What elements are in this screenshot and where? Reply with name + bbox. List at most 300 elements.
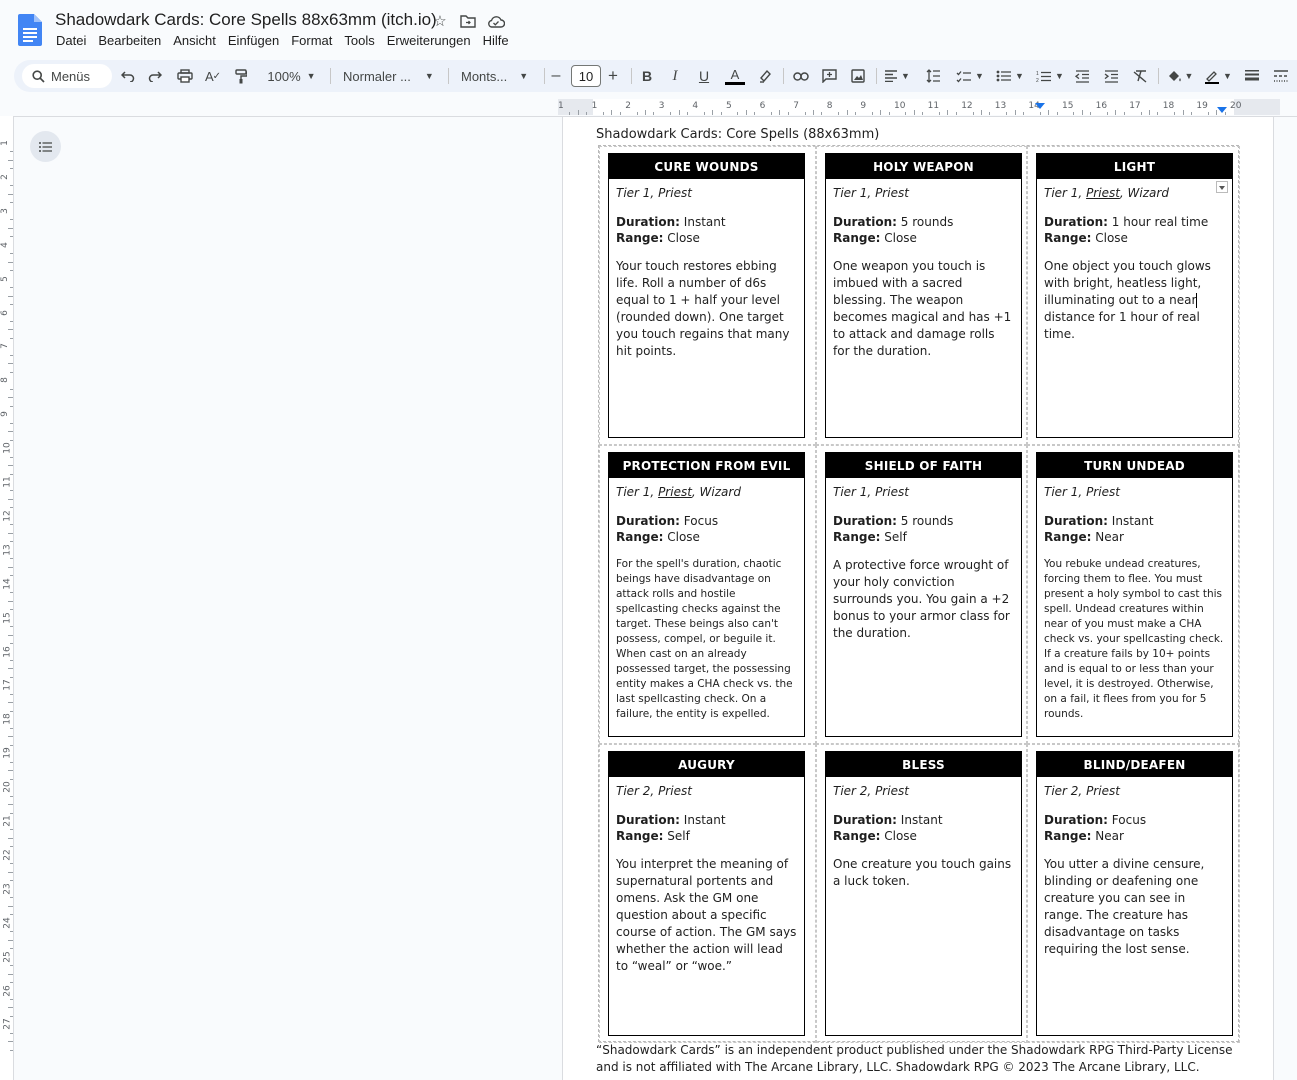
- ruler-tick: [10, 626, 13, 627]
- card-stats: [833, 812, 1014, 844]
- card-class: Priest: [658, 485, 692, 499]
- svg-text:2: 2: [1036, 77, 1039, 83]
- highlight-icon[interactable]: [755, 60, 775, 92]
- menu-datei[interactable]: Datei: [56, 33, 87, 48]
- page-heading[interactable]: Shadowdark Cards: Core Spells (88x63mm): [596, 127, 880, 142]
- ruler-number: 4: [0, 241, 10, 248]
- ruler-number: 15: [2, 611, 13, 624]
- card-range: Close: [1095, 231, 1128, 245]
- chevron-down-icon: ▼: [519, 71, 529, 81]
- card-class: Priest: [875, 485, 909, 499]
- range-label: Range:: [833, 829, 881, 843]
- card-duration: 1 hour real time: [1111, 215, 1209, 229]
- docs-logo-icon[interactable]: [18, 14, 42, 46]
- ruler-tick: [578, 110, 579, 115]
- chevron-down-icon: ▼: [424, 71, 434, 81]
- card-stats: [1044, 214, 1225, 246]
- card-description: A protective force wrought of your holy conviction surrounds you. You gain a +2 bonus to your armor class for the duration.: [833, 558, 1010, 640]
- table-cell[interactable]: [599, 146, 816, 445]
- card-stats: [616, 214, 797, 246]
- card-range: Self: [667, 829, 690, 843]
- card-tier-prefix: Tier 1,: [833, 186, 876, 200]
- table-cell[interactable]: [1027, 744, 1240, 1043]
- ruler-tick: [8, 329, 13, 330]
- ruler-tick: [8, 431, 13, 432]
- menu-ansicht[interactable]: Ansicht: [173, 33, 216, 48]
- ruler-number: 1: [0, 140, 10, 146]
- card-stats: [1044, 812, 1225, 844]
- ruler-number: 12: [961, 101, 973, 111]
- ruler-number: 13: [994, 101, 1007, 111]
- card-description: For the spell's duration, chaotic beings have disadvantage on attack rolls and hostile spellcasting checks against the target. These beings also can't possess, compel, or beguile it. When cast on an already possessed target, the possessing entity makes a CHA check vs. the last spellcasting check. On a failure, the entity is expelled.: [616, 558, 793, 720]
- card-stats: [616, 513, 797, 545]
- spell-card[interactable]: [825, 751, 1022, 1036]
- chevron-down-icon: ▼: [1223, 71, 1232, 81]
- checklist-icon[interactable]: [954, 60, 986, 92]
- ruler-tick: [712, 110, 713, 115]
- ruler-number: 1: [591, 101, 598, 111]
- table-cell[interactable]: [816, 146, 1027, 445]
- ruler-tick: [8, 838, 13, 839]
- search-menus-label: Menüs: [51, 68, 91, 84]
- ruler-tick: [611, 110, 612, 115]
- link-icon[interactable]: [790, 60, 812, 92]
- ruler-tick: [10, 1016, 13, 1017]
- ruler-tick: [10, 1050, 13, 1051]
- ruler-tick: [8, 736, 13, 737]
- ruler-tick: [1124, 112, 1125, 115]
- chevron-down-icon: ▼: [1055, 71, 1064, 81]
- ruler-tick: [1082, 110, 1083, 115]
- ruler-tick: [8, 363, 13, 364]
- card-duration: 5 rounds: [900, 215, 954, 229]
- ruler-tick: [813, 110, 814, 115]
- increase-font-size-button[interactable]: +: [608, 66, 618, 85]
- ruler-tick: [10, 592, 13, 593]
- border-dash-icon[interactable]: [1270, 60, 1292, 92]
- ruler-tick: [8, 228, 13, 229]
- ruler-tick: [10, 863, 13, 864]
- ruler-tick: [8, 974, 13, 975]
- card-duration: Focus: [683, 514, 719, 528]
- card-tier: [1044, 185, 1225, 202]
- table-cell[interactable]: [1027, 445, 1240, 744]
- ruler-tick: [1208, 112, 1209, 115]
- cell-fill-icon[interactable]: [1164, 60, 1196, 92]
- bold-icon[interactable]: B: [641, 68, 653, 84]
- spell-card[interactable]: [608, 153, 805, 438]
- card-duration: 5 rounds: [900, 514, 954, 528]
- ruler-tick: [8, 635, 13, 636]
- ruler-tick: [872, 112, 873, 115]
- ruler-tick: [10, 965, 13, 966]
- ruler-number: 16: [2, 645, 13, 658]
- card-duration: Focus: [1111, 813, 1147, 827]
- search-menus-button[interactable]: [22, 64, 112, 88]
- ruler-number: 20: [1230, 101, 1242, 111]
- ruler-tick: [8, 668, 13, 669]
- ruler-number: 11: [2, 476, 13, 488]
- card-class: Priest: [875, 186, 909, 200]
- ruler-tick: [569, 112, 570, 115]
- ruler-tick: [1040, 112, 1041, 115]
- card-description: One weapon you touch is imbued with a sacred blessing. The weapon becomes magical and has +1 to attack and damage rolls for the duration.: [833, 259, 1012, 358]
- ruler-tick: [721, 112, 722, 115]
- decrease-indent-icon[interactable]: [1072, 60, 1092, 92]
- font-family-select[interactable]: [458, 60, 536, 92]
- card-tier-prefix: Tier 1,: [1044, 485, 1087, 499]
- ruler-tick: [922, 112, 923, 115]
- ruler-tick: [679, 110, 680, 115]
- chevron-down-icon: ▼: [1184, 71, 1194, 81]
- spell-card[interactable]: [1036, 452, 1233, 737]
- chevron-down-icon: ▼: [901, 71, 910, 81]
- ruler-number: 22: [2, 849, 13, 861]
- card-class: Priest: [658, 186, 692, 200]
- ruler-number: 24: [2, 916, 13, 929]
- ruler-tick: [989, 112, 990, 115]
- ruler-tick: [1057, 112, 1058, 115]
- ruler-number: 16: [1095, 101, 1108, 111]
- menu-erweiterungen[interactable]: Erweiterungen: [386, 33, 471, 48]
- card-title: BLIND/DEAFEN: [1037, 752, 1232, 777]
- chevron-down-icon: ▼: [306, 71, 316, 81]
- card-description: You rebuke undead creatures, forcing them to flee. You must present a holy symbol to cast this spell. Undead creatures within near of you must make a CHA check vs. your spellcasting check. If a creature fails by 10+ points and is equal to or less than your level, it is destroyed. Otherwise, on a fail, it flees from you for 5 rounds.: [1044, 558, 1224, 720]
- cloud-saved-icon[interactable]: [486, 11, 506, 31]
- ruler-tick: [8, 465, 13, 466]
- duration-label: Duration:: [833, 813, 897, 827]
- ruler-number: 11: [927, 101, 940, 111]
- ruler-tick: [637, 112, 638, 115]
- increase-indent-icon[interactable]: [1101, 60, 1121, 92]
- ruler-number: 7: [793, 101, 799, 111]
- ruler-number: 6: [0, 309, 10, 316]
- border-width-icon[interactable]: [1242, 60, 1262, 92]
- spell-card[interactable]: [825, 153, 1022, 438]
- ruler-number: 5: [0, 275, 10, 282]
- ruler-tick: [10, 219, 13, 220]
- ruler-tick: [788, 112, 789, 115]
- align-icon[interactable]: [882, 60, 912, 92]
- ruler-number: 17: [2, 679, 13, 692]
- spell-card[interactable]: [825, 452, 1022, 737]
- ruler-number: 14: [1028, 101, 1040, 111]
- right-indent-marker-icon[interactable]: [1217, 107, 1227, 113]
- ruler-number: 8: [0, 377, 10, 384]
- ruler-tick: [10, 931, 13, 932]
- ruler-tick: [10, 524, 13, 525]
- card-title: TURN UNDEAD: [1037, 453, 1232, 478]
- duration-label: Duration:: [616, 514, 680, 528]
- duration-label: Duration:: [833, 215, 897, 229]
- menu-tools[interactable]: Tools: [344, 33, 375, 48]
- card-tier-prefix: Tier 2,: [833, 784, 876, 798]
- document-page[interactable]: [562, 117, 1274, 1080]
- ruler-tick: [10, 897, 13, 898]
- duration-label: Duration:: [1044, 813, 1108, 827]
- ruler-tick: [8, 702, 13, 703]
- ruler-tick: [10, 287, 13, 288]
- table-cell-dropdown-icon[interactable]: [1216, 181, 1228, 193]
- range-label: Range:: [1044, 231, 1092, 245]
- spell-card[interactable]: [1036, 153, 1233, 438]
- ruler-tick: [670, 112, 671, 115]
- document-outline-button[interactable]: [30, 131, 61, 162]
- paragraph-style-select[interactable]: [340, 60, 438, 92]
- duration-label: Duration:: [616, 813, 680, 827]
- ruler-tick: [754, 112, 755, 115]
- card-grid-table[interactable]: [598, 145, 1239, 1042]
- card-class: Priest: [875, 784, 909, 798]
- card-title: CURE WOUNDS: [609, 154, 804, 179]
- card-stats: [833, 513, 1014, 545]
- ruler-number: 10: [2, 442, 13, 454]
- ruler-tick: [8, 1007, 13, 1008]
- duration-label: Duration:: [833, 514, 897, 528]
- ruler-tick: [10, 372, 13, 373]
- card-range: Close: [884, 829, 917, 843]
- card-duration: Instant: [900, 813, 943, 827]
- table-cell[interactable]: [1027, 146, 1240, 445]
- ruler-tick: [1174, 112, 1175, 115]
- ruler-tick: [10, 270, 13, 271]
- ruler-number: 27: [2, 1018, 13, 1031]
- ruler-tick: [8, 1041, 13, 1042]
- table-cell[interactable]: [816, 744, 1027, 1043]
- ruler-number: 14: [2, 577, 13, 590]
- card-tier: [1044, 783, 1225, 800]
- decrease-font-size-button[interactable]: –: [551, 67, 561, 84]
- ruler-number: 9: [860, 101, 867, 111]
- ruler-tick: [1090, 112, 1091, 115]
- ruler-tick: [880, 110, 881, 115]
- ruler-number: 18: [1162, 101, 1175, 111]
- ruler-number: 19: [1196, 101, 1208, 111]
- move-folder-icon[interactable]: [458, 11, 478, 31]
- card-stats: [833, 214, 1014, 246]
- ruler-number: 26: [2, 984, 13, 997]
- menu-bar: [50, 32, 515, 49]
- ruler-tick: [10, 948, 13, 949]
- image-icon[interactable]: [848, 60, 868, 92]
- ruler-tick: [10, 490, 13, 491]
- ruler-tick: [10, 880, 13, 881]
- ruler-tick: [10, 914, 13, 915]
- table-cell[interactable]: [599, 445, 816, 744]
- ruler-tick: [981, 110, 982, 115]
- menu-hilfe[interactable]: Hilfe: [482, 33, 509, 48]
- paint-format-icon[interactable]: [231, 60, 251, 92]
- undo-icon[interactable]: [118, 60, 138, 92]
- ruler-tick: [10, 660, 13, 661]
- range-label: Range:: [1044, 829, 1092, 843]
- card-duration: Instant: [683, 215, 726, 229]
- ruler-number: 25: [2, 950, 13, 963]
- spell-card[interactable]: [1036, 751, 1233, 1036]
- ruler-tick: [8, 804, 13, 805]
- ruler-tick: [8, 601, 13, 602]
- ruler-tick: [10, 304, 13, 305]
- ruler-tick: [10, 151, 13, 152]
- card-range: Near: [1095, 530, 1124, 544]
- ruler-tick: [10, 457, 13, 458]
- clear-format-icon[interactable]: [1130, 60, 1150, 92]
- menu-einfügen[interactable]: Einfügen: [227, 33, 280, 48]
- ruler-tick: [8, 906, 13, 907]
- card-duration: Instant: [1111, 514, 1154, 528]
- ruler-number: 17: [1129, 101, 1141, 111]
- ruler-tick: [8, 533, 13, 534]
- print-icon[interactable]: [174, 60, 196, 92]
- card-title: SHIELD OF FAITH: [826, 453, 1021, 478]
- ruler-tick: [10, 185, 13, 186]
- card-stats: [1044, 513, 1225, 545]
- ruler-tick: [1191, 112, 1192, 115]
- card-class: Priest: [658, 784, 692, 798]
- card-tier: [1044, 484, 1225, 501]
- underline-icon[interactable]: U: [698, 68, 710, 84]
- ruler-number: 2: [0, 174, 10, 180]
- ruler-tick: [10, 253, 13, 254]
- ruler-tick: [10, 440, 13, 441]
- ruler-number: 1: [558, 101, 564, 111]
- ruler-tick: [1107, 112, 1108, 115]
- toolbar: [14, 60, 1297, 92]
- outline-list-icon: [39, 142, 52, 152]
- paragraph-style-value: Normaler ...: [343, 68, 411, 84]
- ruler-tick: [10, 762, 13, 763]
- ruler-number: 15: [1062, 101, 1074, 111]
- ruler-tick: [8, 160, 13, 161]
- italic-icon[interactable]: I: [672, 67, 678, 84]
- ruler-tick: [10, 643, 13, 644]
- ruler-tick: [10, 677, 13, 678]
- horizontal-ruler[interactable]: [558, 99, 1280, 115]
- range-label: Range:: [616, 829, 664, 843]
- ruler-tick: [8, 940, 13, 941]
- ruler-tick: [1073, 112, 1074, 115]
- font-family-value: Monts...: [461, 68, 508, 84]
- ruler-tick: [1006, 112, 1007, 115]
- ruler-tick: [10, 202, 13, 203]
- vertical-ruler[interactable]: [0, 116, 14, 1080]
- bullet-list-icon[interactable]: [994, 60, 1026, 92]
- ruler-number: 7: [0, 343, 10, 350]
- menu-bearbeiten[interactable]: Bearbeiten: [98, 33, 162, 48]
- spell-card[interactable]: [608, 751, 805, 1036]
- card-tier: [616, 484, 797, 501]
- ruler-tick: [1141, 112, 1142, 115]
- ruler-tick: [10, 321, 13, 322]
- text-color-icon[interactable]: A: [723, 60, 747, 92]
- ruler-number: 12: [2, 510, 13, 522]
- card-title: AUGURY: [609, 752, 804, 777]
- ruler-number: 13: [2, 544, 13, 556]
- table-cell[interactable]: [816, 445, 1027, 744]
- card-class: Priest: [1086, 485, 1120, 499]
- ruler-tick: [1015, 110, 1016, 115]
- card-tier: [833, 484, 1014, 501]
- ruler-tick: [653, 112, 654, 115]
- text-cursor: [1196, 293, 1197, 308]
- card-range: Close: [667, 530, 700, 544]
- ruler-tick: [1115, 110, 1116, 115]
- font-size-input[interactable]: 10: [571, 65, 601, 87]
- ruler-tick: [10, 813, 13, 814]
- card-class: , Wizard: [1119, 186, 1169, 200]
- ruler-tick: [10, 829, 13, 830]
- redo-icon[interactable]: [145, 60, 165, 92]
- table-cell[interactable]: [599, 744, 816, 1043]
- ruler-tick: [779, 110, 780, 115]
- card-tier-prefix: Tier 2,: [616, 784, 659, 798]
- spell-card[interactable]: [608, 452, 805, 737]
- ruler-tick: [10, 575, 13, 576]
- ruler-number: 23: [2, 883, 13, 895]
- ruler-tick: [8, 296, 13, 297]
- ruler-tick: [8, 770, 13, 771]
- ruler-tick: [704, 112, 705, 115]
- range-label: Range:: [833, 231, 881, 245]
- line-spacing-icon[interactable]: [922, 60, 944, 92]
- card-description: Your touch restores ebbing life. Roll a number of d6s equal to 1 + half your level (rounded down). One target you touch regains that many hit points.: [616, 259, 790, 358]
- footer-license-note[interactable]: “Shadowdark Cards” is an independent product published under the Shadowdark RPG Third-Party License and is not affiliated with The Arcane Library, LLC. Shadowdark RPG © 2023 The Arcane Library, LLC.: [596, 1043, 1233, 1074]
- document-title[interactable]: Shadowdark Cards: Core Spells 88x63mm (itch.io): [55, 10, 437, 29]
- ruler-tick: [10, 779, 13, 780]
- ruler-tick: [10, 982, 13, 983]
- card-tier-prefix: Tier 1,: [616, 485, 659, 499]
- border-color-icon[interactable]: [1202, 60, 1234, 92]
- ruler-tick: [905, 112, 906, 115]
- card-description: You utter a divine censure, blinding or deafening one creature you can see in range. The creature has disadvantage on tasks requiring the lost sense.: [1044, 857, 1205, 956]
- comment-icon[interactable]: [819, 60, 839, 92]
- ruler-tick: [603, 112, 604, 115]
- ruler-tick: [805, 112, 806, 115]
- menu-format[interactable]: Format: [291, 33, 333, 48]
- spellcheck-icon[interactable]: A ✓: [204, 68, 222, 84]
- card-range: Near: [1095, 829, 1124, 843]
- search-icon: [32, 70, 45, 83]
- ruler-tick: [10, 406, 13, 407]
- ruler-number: 6: [759, 101, 766, 111]
- ruler-tick: [10, 507, 13, 508]
- ruler-tick: [1183, 110, 1184, 115]
- ruler-tick: [746, 110, 747, 115]
- ruler-tick: [10, 711, 13, 712]
- ruler-tick: [586, 112, 587, 115]
- ruler-tick: [8, 567, 13, 568]
- card-title: PROTECTION FROM EVIL: [609, 453, 804, 478]
- ruler-tick: [687, 112, 688, 115]
- ruler-tick: [737, 112, 738, 115]
- star-icon[interactable]: ☆: [433, 13, 447, 30]
- ruler-number: 20: [2, 781, 13, 793]
- ruler-number: 4: [692, 101, 699, 111]
- left-indent-marker-icon[interactable]: [1035, 103, 1045, 109]
- ruler-tick: [8, 397, 13, 398]
- numbered-list-icon[interactable]: [1034, 60, 1066, 92]
- ruler-tick: [1149, 110, 1150, 115]
- ruler-number: 10: [894, 101, 906, 111]
- ruler-number: 2: [625, 101, 631, 111]
- ruler-tick: [8, 194, 13, 195]
- zoom-value: 100%: [267, 68, 301, 84]
- ruler-tick: [10, 474, 13, 475]
- zoom-select[interactable]: [264, 60, 319, 92]
- ruler-tick: [939, 112, 940, 115]
- card-tier-prefix: Tier 2,: [1044, 784, 1087, 798]
- card-tier: [833, 185, 1014, 202]
